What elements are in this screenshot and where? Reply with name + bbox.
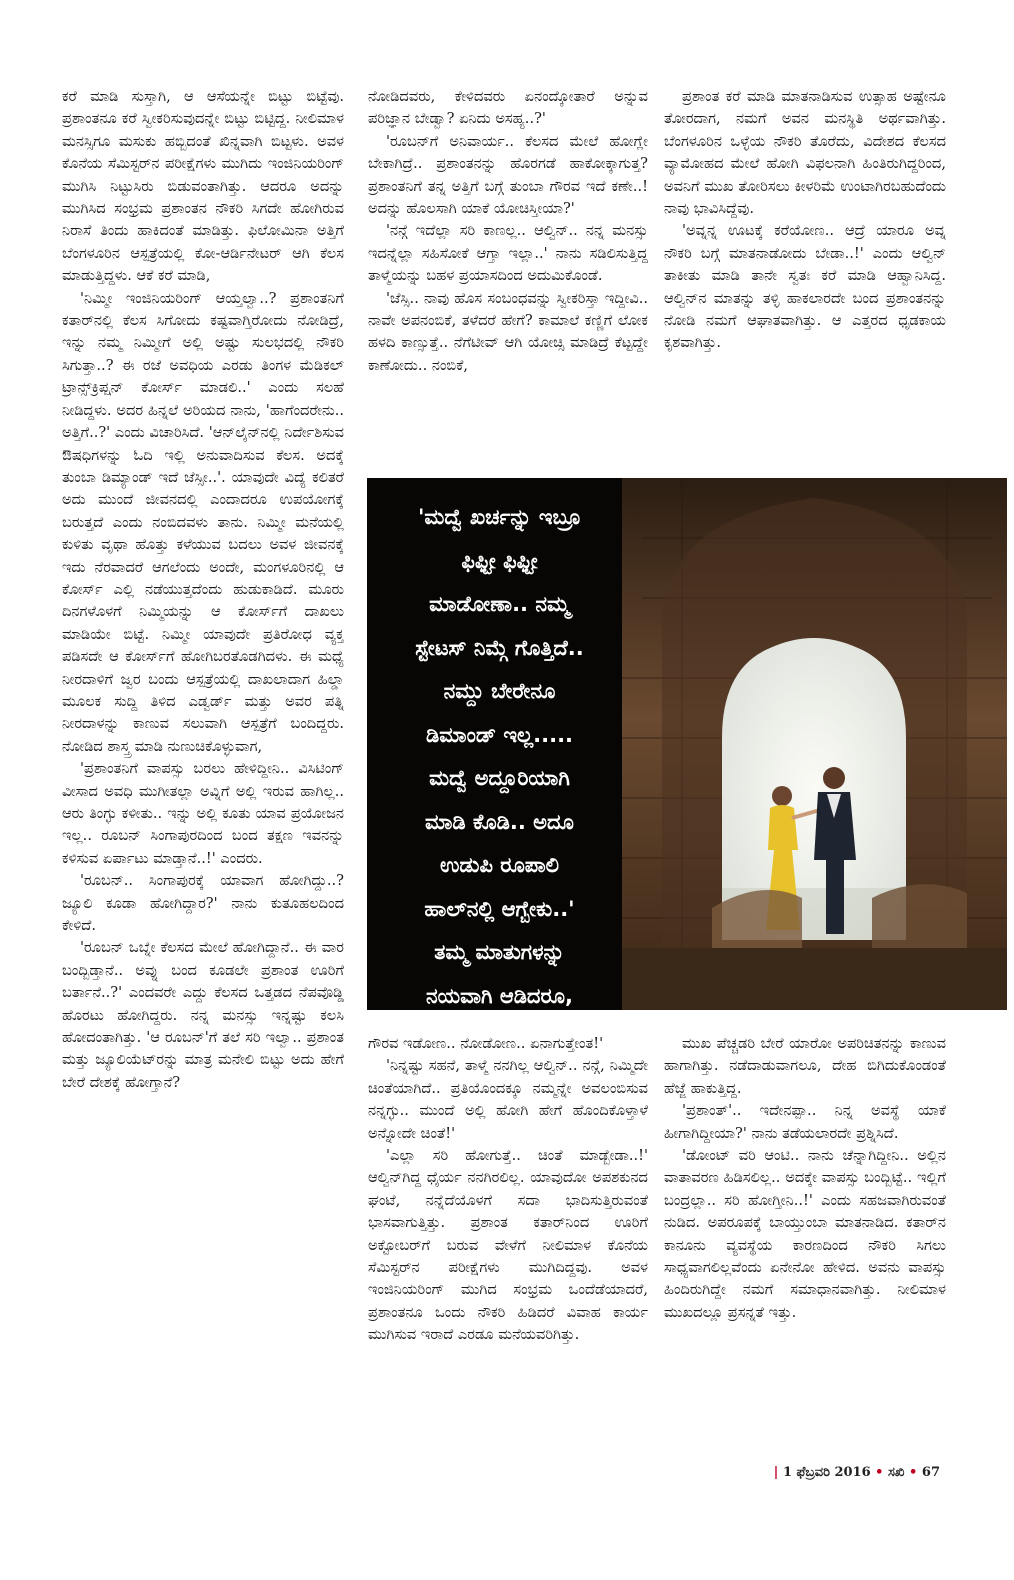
pullquote-line: 'ಮದ್ವೆ ಖರ್ಚನ್ನು ಇಬ್ರೂ: [417, 505, 582, 529]
paragraph: 'ಎಲ್ಲಾ ಸರಿ ಹೋಗುತ್ತೆ.. ಚಿಂತೆ ಮಾಡ್ಬೇಡಾ..!' ಆಲ್ವಿನ್‌ಗಿದ್ದ ಧೈರ್ಯ ನನಗಿರಲಿಲ್ಲ. ಯಾವುದೋ ಅಪಶಕುನದ ಘಂಟೆ, ನನ್ನೆದೆಯೊಳಗೆ ಸದಾ ಭಾದಿಸುತ್ತಿರುವಂತೆ ಭಾಸವಾಗುತ್ತಿತ್ತು. ಪ್ರಶಾಂತ ಕತಾರ್‌ನಿಂದ ಊರಿಗೆ ಅಕ್ಟೋಬರ್‌ಗೆ ಬರುವ ವೇಳೆಗೆ ನೀಲಿಮಾಳ ಕೊನೆಯ ಸೆಮಿಸ್ಟರ್‌ನ ಪರೀಕ್ಷೆಗಳು ಮುಗಿದಿದ್ದವು. ಅವಳ ಇಂಜಿನಿಯರಿಂಗ್ ಮುಗಿದ ಸಂಭ್ರಮ ಒಂದೆಡೆಯಾದರೆ, ಪ್ರಶಾಂತನೂ ಒಂದು ನೌಕರಿ ಹಿಡಿದರೆ ವಿವಾಹ ಕಾರ್ಯ ಮುಗಿಸುವ ಇರಾದೆ ಎರಡೂ ಮನೆಯವರಿಗಿತ್ತು.: [368, 1147, 648, 1344]
page-number: 67: [921, 1465, 940, 1480]
paragraph: 'ಅವ್ನನ್ನ ಊಟಕ್ಕೆ ಕರೆಯೋಣ.. ಆದ್ರೆ ಯಾರೂ ಅವ್ನ ನೌಕರಿ ಬಗ್ಗೆ ಮಾತನಾಡೋದು ಬೇಡಾ..!' ಎಂದು ಆಲ್ವಿನ್ ತಾಕೀತು ಮಾಡಿ ತಾನೇ ಸ್ವತಃ ಕರೆ ಮಾಡಿ ಆಹ್ವಾನಿಸಿದ್ದ. ಆಲ್ವಿನ್‌ನ ಮಾತನ್ನು ತಳ್ಳಿ ಹಾಕಲಾರದೇ ಬಂದ ಪ್ರಶಾಂತನನ್ನು ನೋಡಿ ನಮಗೆ ಆಘಾತವಾಗಿತ್ತು. ಆ ಎತ್ತರದ ಧೃಡಕಾಯ ಕೃಶವಾಗಿತ್ತು.: [664, 222, 946, 352]
article-column-3-top: [664, 86, 946, 464]
floor-ledge: [622, 948, 1007, 1010]
article-column-3-bottom: [664, 1033, 946, 1463]
footer-date: 1 ಫೆಬ್ರವರಿ 2016: [782, 1465, 871, 1480]
pullquote-line: ಫಿಫ್ಟೀ ಫಿಫ್ಟೀ: [461, 548, 538, 573]
pullquote-line: ಡಿಮಾಂಡ್ ಇಲ್ಲ.....: [425, 722, 574, 747]
paragraph: 'ನಿನ್ನಷ್ಟು ಸಹನೆ, ತಾಳ್ಮೆ ನನಗಿಲ್ಲ ಆಲ್ವಿನ್.. ನನ್ಗೆ, ನಿಮ್ಮಿದೇ ಚಿಂತೆಯಾಗಿದೆ.. ಪ್ರತಿಯೊಂದಕ್ಕೂ ನಮ್ಮನ್ನೇ ಅವಲಂಬಿಸುವ ನನ್ನಗ್ಳು.. ಮುಂದೆ ಅಲ್ಲಿ ಹೋಗಿ ಹೇಗೆ ಹೊಂದಿಕೊಳ್ತಾಳೆ ಅನ್ನೋದೇ ಚಿಂತೆ!': [368, 1057, 648, 1142]
paragraph: 'ರೂಬನ್‌ಗೆ ಅನಿವಾರ್ಯ.. ಕೆಲಸದ ಮೇಲೆ ಹೋಗ್ಲೇ ಬೇಕಾಗಿದ್ರೆ.. ಪ್ರಶಾಂತನನ್ನು ಹೊರಗಡೆ ಹಾಕೋಕ್ಕಾಗುತ್ತ? ಪ್ರಶಾಂತನಿಗೆ ತನ್ನ ಅತ್ತಿಗೆ ಬಗ್ಗೆ ತುಂಬಾ ಗೌರವ ಇದೆ ಕಣೇ..! ಅದನ್ನು ಹೊಲಸಾಗಿ ಯಾಕೆ ಯೋಚಿಸ್ತೀಯಾ?': [368, 132, 648, 218]
pullquote-line: ಉಡುಪಿ ರೂಪಾಲಿ: [439, 853, 560, 877]
footer-magazine: ಸಖಿ: [888, 1465, 905, 1480]
pullquote-line: ಮದ್ವೆ ಅದ್ದೂರಿಯಾಗಿ: [429, 766, 570, 790]
paragraph: 'ಪ್ರಶಾಂತನಿಗೆ ವಾಪಸ್ಸು ಬರಲು ಹೇಳಿದ್ದೀನಿ.. ವಿಸಿಟಿಂಗ್ ವೀಸಾದ ಅವಧಿ ಮುಗೀತಲ್ಲಾ ಅವ್ನಿಗೆ ಅಲ್ಲಿ ಇರುವ ಹಾಗಿಲ್ಲ.. ಆರು ತಿಂಗ್ಳು ಕಳೀತು.. ಇನ್ನು ಅಲ್ಲಿ ಕೂತು ಯಾವ ಪ್ರಯೋಜನ ಇಲ್ಲ.. ರೂಬನ್ ಸಿಂಗಾಪುರದಿಂದ ಬಂದ ತಕ್ಷಣ ಇವನನ್ನು ಕಳಿಸುವ ಏರ್ಪಾಟು ಮಾಡ್ತಾನೆ..!' ಎಂದರು.: [62, 760, 344, 867]
article-column-1: [62, 86, 344, 1464]
article-column-2-bottom: [368, 1033, 648, 1463]
pullquote-line: ಮಾಡೋಣಾ.. ನಮ್ಮ: [429, 592, 570, 616]
paragraph: 'ಜೆಸ್ಸಿ.. ನಾವು ಹೊಸ ಸಂಬಂಧವನ್ನು ಸ್ವೀಕರಿಸ್ತಾ ಇದ್ದೀವಿ.. ನಾವೇ ಅಪನಂಬಿಕೆ, ತಳೆದರೆ ಹೇಗೆ? ಕಾಮಾಲೆ ಕಣ್ಣಿಗೆ ಲೋಕ ಹಳದಿ ಕಾಣ್ಸುತ್ತೆ.. ನೆಗೆಟೀವ್ ಆಗಿ ಯೋಚ್ಸಿ ಮಾಡಿದ್ರೆ ಕೆಟ್ಟದ್ದೇ ಕಾಣೋದು.. ನಂಬಿಕೆ,: [368, 289, 648, 374]
paragraph: ಪ್ರಶಾಂತ ಕರೆ ಮಾಡಿ ಮಾತನಾಡಿಸುವ ಉತ್ಸಾಹ ಅಷ್ಟೇನೂ ತೋರದಾಗ, ನಮಗೆ ಅವನ ಮನಸ್ಥಿತಿ ಅರ್ಥವಾಗಿತ್ತು. ಬೆಂಗಳೂರಿನ ಒಳ್ಳೆಯ ನೌಕರಿ ತೊರೆದು, ವಿದೇಶದ ಕೆಲಸದ ವ್ಯಾಮೋಹದ ಮೇಲೆ ಹೋಗಿ ವಿಫಲನಾಗಿ ಹಿಂತಿರುಗಿದ್ದರಿಂದ, ಅವನಿಗೆ ಮುಖ ತೋರಿಸಲು ಕೀಳರಿಮೆ ಉಂಟಾಗಿರಬಹುದೆಂದು ನಾವು ಭಾವಿಸಿದ್ದೆವು.: [664, 88, 946, 218]
paragraph: 'ಪ್ರಶಾಂತ್'.. ಇದೇನಪ್ಪಾ.. ನಿನ್ನ ಅವಸ್ಥೆ ಯಾಕೆ ಹೀಗಾಗಿದ್ದೀಯಾ?' ನಾನು ತಡೆಯಲಾರದೇ ಪ್ರಶ್ನಿಸಿದೆ.: [664, 1102, 946, 1142]
pullquote-line: ಸ್ಟೇಟಸ್ ನಿಮ್ಗೆ ಗೊತ್ತಿದೆ..: [415, 635, 584, 660]
pullquote: [367, 496, 632, 1010]
paragraph: 'ಡೋಂಟ್ ವರಿ ಆಂಟಿ.. ನಾನು ಚೆನ್ನಾಗಿದ್ದೀನಿ.. ಅಲ್ಲಿನ ವಾತಾವರಣ ಹಿಡಿಸಲಿಲ್ಲ.. ಅದಕ್ಕೇ ವಾಪಸ್ಸು ಬಂದ್ಬಿಟ್ಟೆ.. ಇಲ್ಲಿಗೆ ಬಂದ್ರಲ್ಲಾ.. ಸರಿ ಹೋಗ್ತೀನಿ..!' ಎಂದು ಸಹಜವಾಗಿರುವಂತೆ ನುಡಿದ. ಅಪರೂಪಕ್ಕೆ ಬಾಯ್ತುಂಬಾ ಮಾತನಾಡಿದ. ಕತಾರ್‌ನ ಕಾನೂನು ವ್ಯವಸ್ಥೆಯ ಕಾರಣದಿಂದ ನೌಕರಿ ಸಿಗಲು ಸಾಧ್ಯವಾಗಲಿಲ್ಲವೆಂದು ಏನೇನೋ ಹೇಳಿದ. ಅವನು ವಾಪಸ್ಸು ಹಿಂದಿರುಗಿದ್ದೇ ನಮಗೆ ಸಮಾಧಾನವಾಗಿತ್ತು. ನೀಲಿಮಾಳ ಮುಖದಲ್ಲೂ ಪ್ರಸನ್ನತೆ ಇತ್ತು.: [664, 1147, 946, 1321]
pullquote-panel: [367, 478, 1007, 1010]
couple-photo: [622, 478, 1007, 1010]
pullquote-line: ಹಾಲ್‌ನಲ್ಲಿ ಆಗ್ಬೇಕು..': [424, 896, 575, 921]
footer-separator: |: [773, 1465, 783, 1480]
paragraph: ಕರೆ ಮಾಡಿ ಸುಸ್ತಾಗಿ, ಆ ಆಸೆಯನ್ನೇ ಬಿಟ್ಟು ಬಿಟ್ಟೆವು. ಪ್ರಶಾಂತನೂ ಕರೆ ಸ್ವೀಕರಿಸುವುದನ್ನೇ ಬಿಟ್ಟು ಬಿಟ್ಟಿದ್ದ. ನೀಲಿಮಾಳ ಮನಸ್ಸಿಗೂ ಮಸುಕು ಹಬ್ಬಿದಂತೆ ಖಿನ್ನವಾಗಿ ಬಿಟ್ಟಳು. ಅವಳ ಕೊನೆಯ ಸೆಮಿಸ್ಟರ್‌ನ ಪರೀಕ್ಷೆಗಳು ಮುಗಿದು ಇಂಜಿನಿಯರಿಂಗ್ ಮುಗಿಸಿ ನಿಟ್ಟುಸಿರು ಬಿಡುವಂತಾಗಿತ್ತು. ಆದರೂ ಅದನ್ನು ಮುಗಿಸಿದ ಸಂಭ್ರಮ ಪ್ರಶಾಂತನ ನೌಕರಿ ಸಿಗದೇ ಹೋಗಿರುವ ನಿರಾಸೆ ತಿಂದು ಹಾಕಿದಂತೆ ಮಾಡಿತ್ತು. ಫಿಲೋಮಿನಾ ಅತ್ತಿಗೆ ಬೆಂಗಳೂರಿನ ಆಸ್ಪತ್ರೆಯಲ್ಲಿ ಕೋ-ಆರ್ಡಿನೇಟರ್ ಆಗಿ ಕೆಲಸ ಮಾಡುತ್ತಿದ್ದಳು. ಆಕೆ ಕರೆ ಮಾಡಿ,: [62, 88, 344, 285]
pullquote-line: ಮಾಡಿ ಕೊಡಿ.. ಅದೂ: [425, 809, 574, 834]
paragraph: 'ನಿಮ್ಮೀ ಇಂಜಿನಿಯರಿಂಗ್ ಆಯ್ತಲ್ವಾ..? ಪ್ರಶಾಂತನಿಗೆ ಕತಾರ್‌ನಲ್ಲಿ ಕೆಲಸ ಸಿಗೋದು ಕಷ್ಟವಾಗ್ತಿರೋದು ನೋಡಿದ್ರೆ, ಇನ್ನು ನಮ್ಮ ನಿಮ್ಮೀಗೆ ಅಲ್ಲಿ ಅಷ್ಟು ಸುಲಭದಲ್ಲಿ ನೌಕರಿ ಸಿಗುತ್ತಾ..? ಈ ರಜೆ ಅವಧಿಯ ಎರಡು ತಿಂಗಳ ಮೆಡಿಕಲ್ ಟ್ರಾನ್ಸ್‌ಕ್ರಿಪ್ಷನ್ ಕೋರ್ಸ್ ಮಾಡಲಿ..' ಎಂದು ಸಲಹೆ ನೀಡಿದ್ದಳು. ಅದರ ಹಿನ್ನಲೆ ಅರಿಯದ ನಾನು, 'ಹಾಗೆಂದರೇನು.. ಅತ್ತಿಗೆ..?' ಎಂದು ವಿಚಾರಿಸಿದೆ. 'ಆನ್‌ಲೈನ್‌ನಲ್ಲಿ ನಿರ್ದೇಶಿಸುವ ಔಷಧಿಗಳನ್ನು ಓದಿ ಇಲ್ಲಿ ಅನುವಾದಿಸುವ ಕೆಲಸ. ಅದಕ್ಕೆ ತುಂಬಾ ಡಿಮ್ಯಾಂಡ್ ಇದೆ ಜೆಸ್ಸೀ..'. ಯಾವುದೇ ವಿದ್ಯೆ ಕಲಿತರೆ ಅದು ಮುಂದೆ ಜೀವನದಲ್ಲಿ ಎಂದಾದರೂ ಉಪಯೋಗಕ್ಕೆ ಬರುತ್ತದೆ ಎಂದು ನಂಬಿದವಳು ತಾನು. ನಿಮ್ಮೀ ಮನೆಯಲ್ಲಿ ಕುಳಿತು ವೃಥಾ ಹೊತ್ತು ಕಳೆಯುವ ಬದಲು ಅವಳ ಜೀವನಕ್ಕೆ ಇದು ನೆರವಾದರೆ ಆಗಲೆಂದು ಅಂದೇ, ಮಂಗಳೂರಿನಲ್ಲಿ ಆ ಕೋರ್ಸ್ ಎಲ್ಲಿ ನಡೆಯುತ್ತದೆಂದು ಹುಡುಕಾಡಿದೆ. ಮೂರು ದಿನಗಳೊಳಗೆ ನಿಮ್ಮಿಯನ್ನು ಆ ಕೋರ್ಸ್‌ಗೆ ದಾಖಲು ಮಾಡಿಯೇ ಬಿಟ್ಟೆ. ನಿಮ್ಮೀ ಯಾವುದೇ ಪ್ರತಿರೋಧ ವ್ಯಕ್ತ ಪಡಿಸದೇ ಆ ಕೋರ್ಸ್‌ಗೆ ಹೋಗಿಬರತೊಡಗಿದಳು. ಈ ಮಧ್ಯೆ ನೀರದಾಳಿಗೆ ಜ್ವರ ಬಂದು ಆಸ್ಪತ್ರೆಯಲ್ಲಿ ದಾಖಲಾದಾಗ ಹಿಲ್ಡಾ ಮೂಲಕ ಸುದ್ದಿ ತಿಳಿದ ಎಡ್ವರ್ಡ್ ಮತ್ತು ಅವರ ಪತ್ನಿ ನೀರದಾಳನ್ನು ಕಾಣುವ ಸಲುವಾಗಿ ಆಸ್ಪತ್ರೆಗೆ ಬಂದಿದ್ದರು. ನೋಡಿದ ಶಾಸ್ತ್ರ ಮಾಡಿ ನುಣುಚಿಕೊಳ್ಳುವಾಗ,: [62, 289, 344, 755]
paragraph: ಮುಖ ಪೆಚ್ಚಡರಿ ಬೇರೆ ಯಾರೋ ಅಪರಿಚಿತನನ್ನು ಕಾಣುವ ಹಾಗಾಗಿತ್ತು. ನಡೆದಾಡುವಾಗಲೂ, ದೇಹ ಬಿಗಿದುಕೊಂಡಂತೆ ಹೆಜ್ಜೆ ಹಾಕುತ್ತಿದ್ದ.: [664, 1035, 946, 1097]
paragraph: 'ರೂಬನ್.. ಸಿಂಗಾಪುರಕ್ಕೆ ಯಾವಾಗ ಹೋಗಿದ್ದು..? ಜ್ಯೂಲಿ ಕೂಡಾ ಹೋಗಿದ್ದಾರ?' ನಾನು ಕುತೂಹಲದಿಂದ ಕೇಳಿದೆ.: [62, 872, 344, 935]
paragraph: ಗೌರವ ಇಡೋಣ.. ನೋಡೋಣ.. ಏನಾಗುತ್ತೇಂತ!': [368, 1035, 604, 1052]
pullquote-line: ನಯವಾಗಿ ಆಡಿದರೂ,: [425, 983, 573, 1008]
footer-separator: •: [870, 1465, 889, 1480]
page-footer: [774, 1465, 940, 1480]
paragraph: ನೋಡಿದವರು, ಕೇಳಿದವರು ಏನಂದ್ಕೋತಾರೆ ಅನ್ನುವ ಪರಿಜ್ಞಾನ ಬೇಡ್ವಾ? ಏನಿದು ಅಸಹ್ಯ..?': [368, 88, 648, 128]
paragraph: 'ರೂಬನ್ ಒಬ್ನೇ ಕೆಲಸದ ಮೇಲೆ ಹೋಗಿದ್ದಾನೆ.. ಈ ವಾರ ಬಂದ್ಬಿಡ್ತಾನೆ.. ಅವ್ನು ಬಂದ ಕೂಡಲೇ ಪ್ರಶಾಂತ ಊರಿಗೆ ಬರ್ತಾನೆ..?' ಎಂದವರೇ ಎದ್ದು ಕೆಲಸದ ಒತ್ತಡದ ನೆಪವೊಡ್ಡಿ ಹೊರಟು ಹೋಗಿದ್ದರು. ನನ್ನ ಮನಸ್ಸು ಇನ್ನಷ್ಟು ಕಲಸಿ ಹೋದಂತಾಗಿತ್ತು. 'ಆ ರೂಬನ್'ಗೆ ತಲೆ ಸರಿ ಇಲ್ವಾ.. ಪ್ರಶಾಂತ ಮತ್ತು ಜ್ಯೂಲಿಯೆಟ್‌ರನ್ನು ಮಾತ್ರ ಮನೇಲಿ ಬಿಟ್ಟು ಅದು ಹೇಗೆ ಬೇರೆ ದೇಶಕ್ಕೆ ಹೋಗ್ತಾನೆ?: [62, 939, 344, 1091]
article-column-2-top: [368, 86, 648, 464]
pullquote-line: ತಮ್ಮ ಮಾತುಗಳನ್ನು: [434, 940, 565, 964]
footer-separator: •: [904, 1465, 922, 1480]
pullquote-line: ನಮ್ದು ಬೇರೇನೂ: [443, 679, 556, 703]
paragraph: 'ನನ್ಗೆ ಇದೆಲ್ಲಾ ಸರಿ ಕಾಣಲ್ಲ.. ಆಲ್ವಿನ್.. ನನ್ನ ಮನಸ್ಸು ಇದನ್ನೆಲ್ಲಾ ಸಹಿಸೋಕೆ ಆಗ್ತಾ ಇಲ್ಲಾ..' ನಾನು ಸಡಿಲಿಸುತ್ತಿದ್ದ ತಾಳ್ಮೆಯನ್ನು ಬಹಳ ಪ್ರಯಾಸದಿಂದ ಅದುಮಿಕೊಂಡೆ.: [368, 222, 648, 285]
